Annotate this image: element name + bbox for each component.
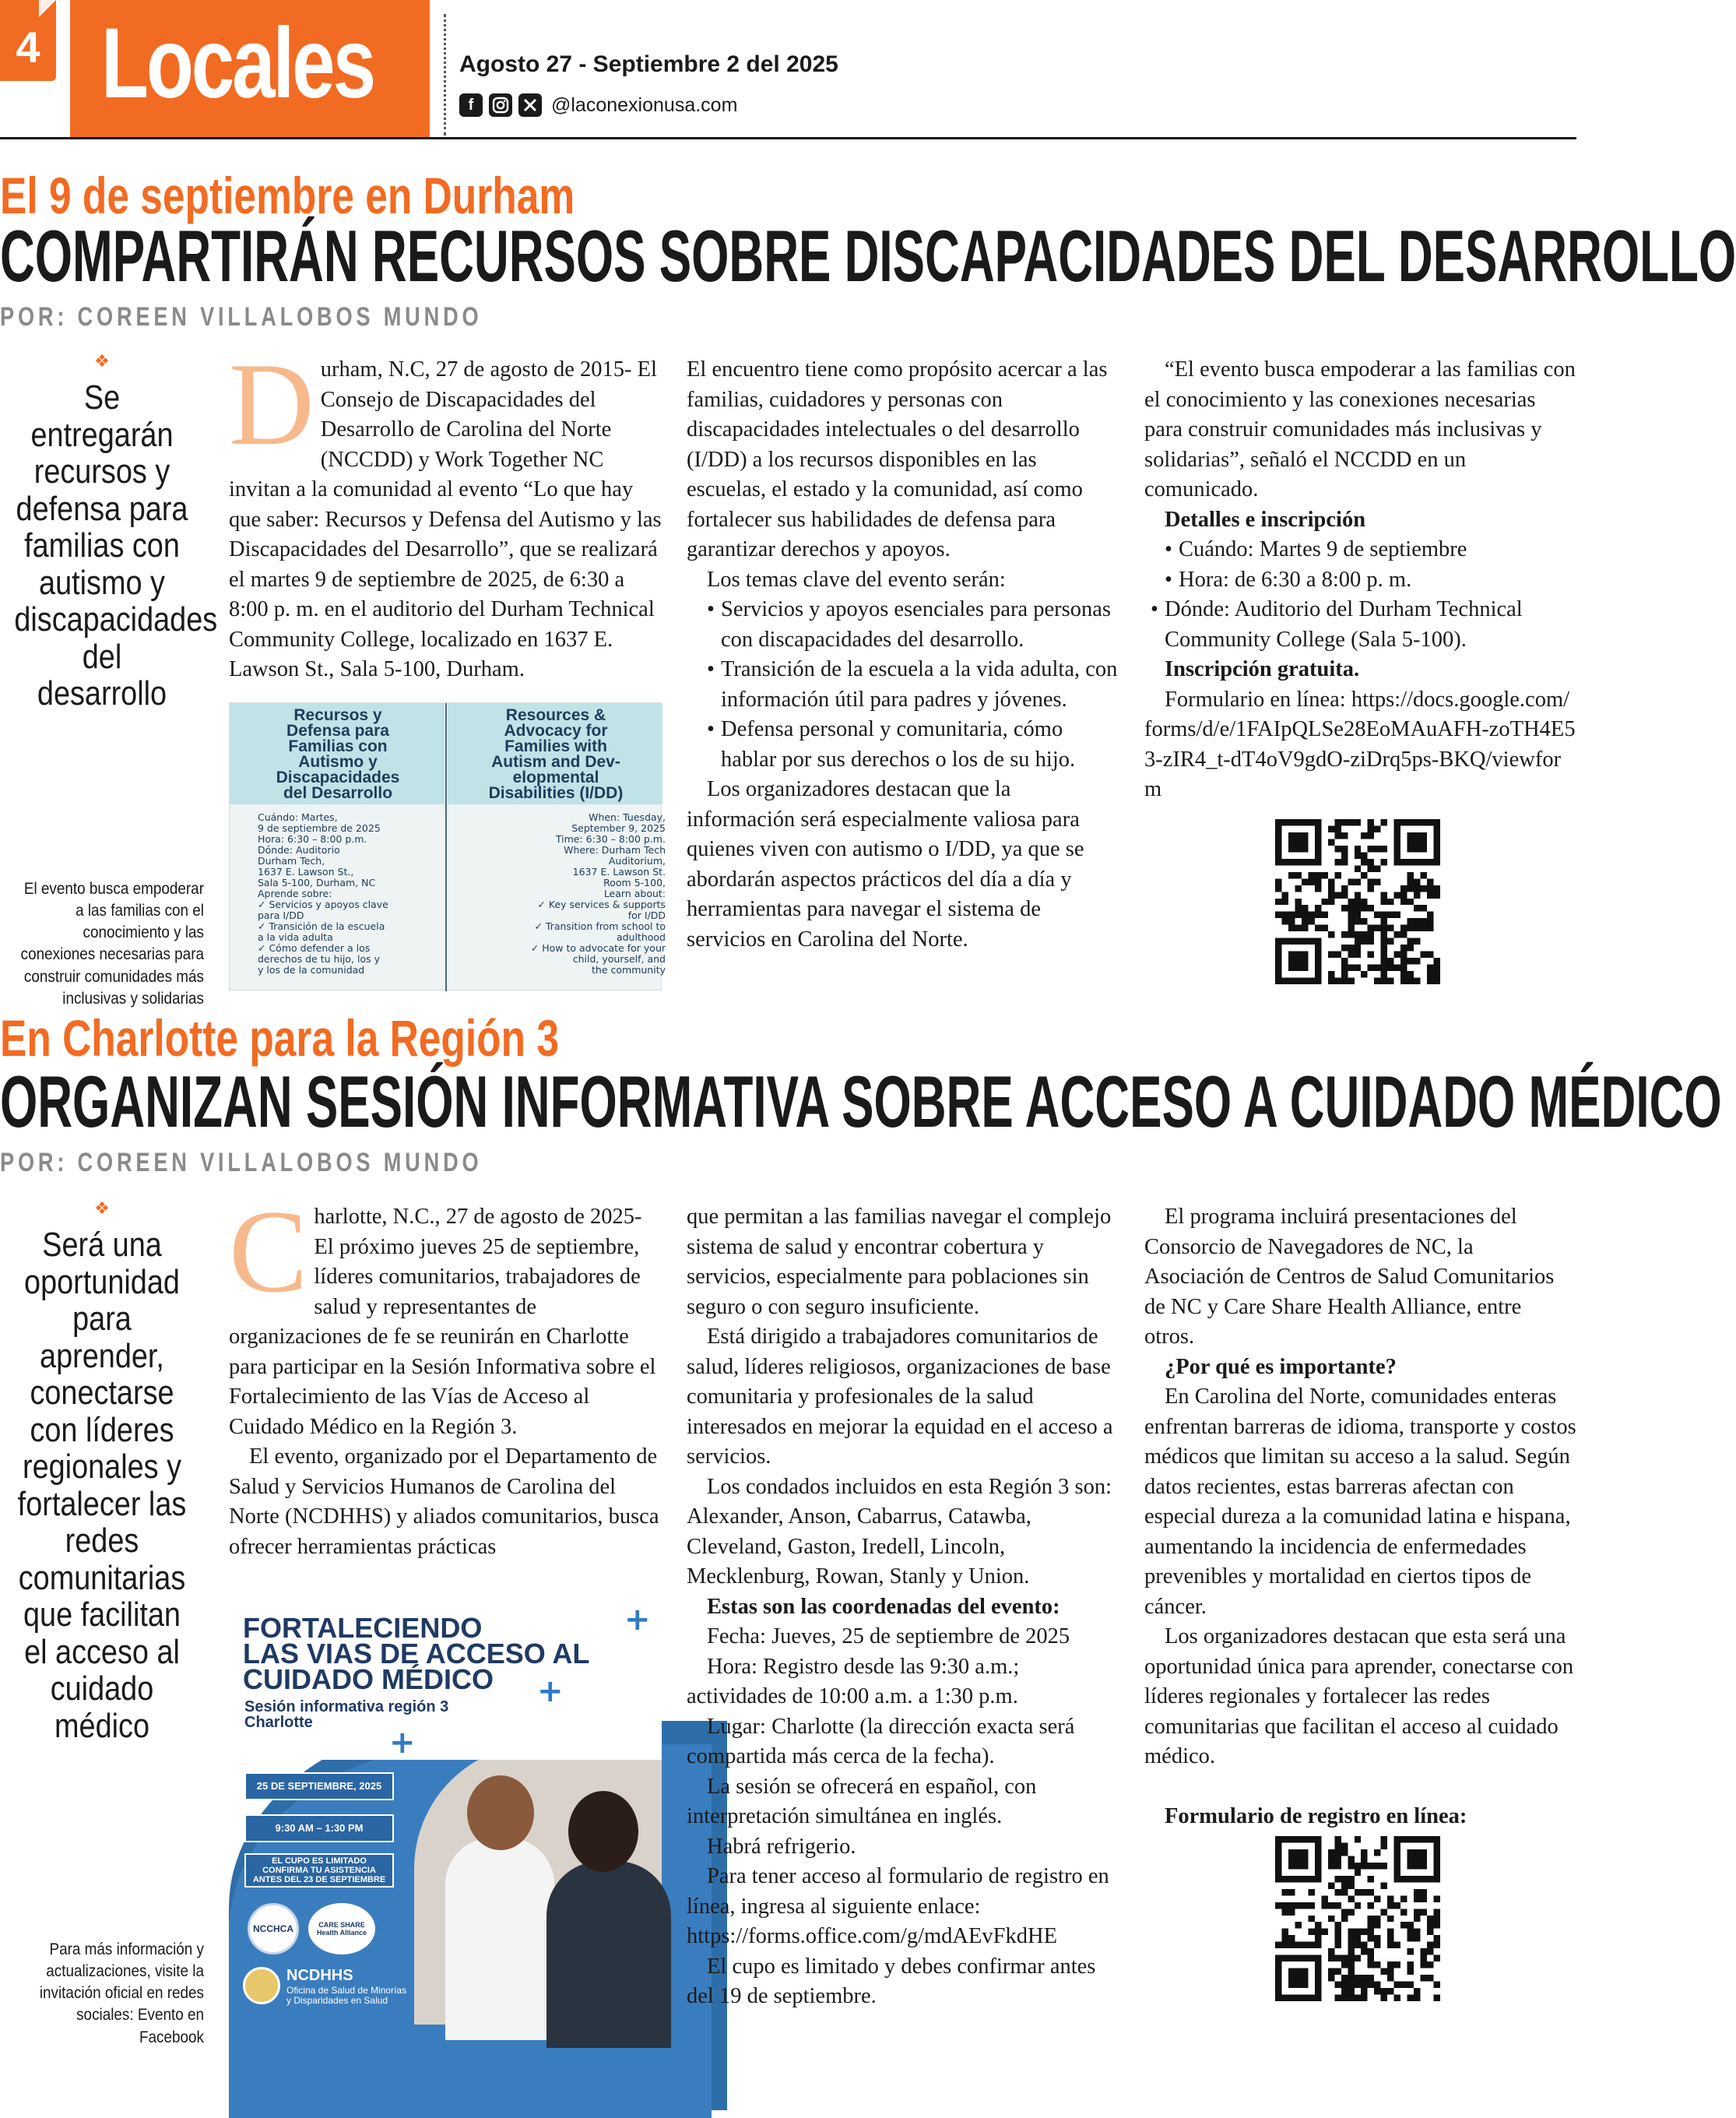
plus-icon: + bbox=[624, 1602, 651, 1638]
registration-link[interactable]: Formulario en línea: https://docs.google.com/forms/d/e/1FAIpQLSe28EoMAuAFH-zoTH4E53-zIR4_t-dT4oV9gdO-ziDrq5ps-BKQ/viewform bbox=[1144, 687, 1576, 801]
article1-event-flyer bbox=[229, 702, 666, 990]
article2-paragraph: El programa incluirá presentaciones del Consorcio de Navegadores de NC, la Asociación de Centros de Salud Comunitarios de NC y Care Share Health Alliance, entre otros. bbox=[1144, 1205, 1555, 1349]
flyer-subtitle: Sesión informativa región 3 Charlotte bbox=[244, 1698, 449, 1731]
article2-paragraph: Lugar: Charlotte (la dirección exacta será compartida más cerca de la fecha). bbox=[687, 1714, 1075, 1768]
page-number-badge bbox=[0, 0, 56, 81]
issue-date: Agosto 27 - Septiembre 2 del 2025 bbox=[459, 51, 838, 77]
header-dotted-divider bbox=[444, 14, 446, 135]
article1-paragraph: urham, N.C, 27 de agosto de 2015- El Consejo de Discapacidades del Desarrollo de Carolina del Norte (NCCDD) y Work Together NC invitan a la comunidad al evento “Lo que hay que saber: Recursos y Defensa del Autismo y las Discapacidades del Desarrollo”, que se realizará el martes 9 de septiembre de 2025, de 6:30 a 8:00 p. m. en el auditorio del Durham Technical Community College, localizado en 1637 E. Lawson St., Sala 5-100, Durham. bbox=[229, 357, 662, 681]
article2-headline: ORGANIZAN SESIÓN INFORMATIVA SOBRE ACCESO A CUIDADO MÉDICO bbox=[0, 1061, 1722, 1142]
list-item: • Servicios y apoyos esenciales para personas con discapacidades del desarrollo. bbox=[687, 595, 1119, 655]
article1-byline: POR: COREEN VILLALOBOS MUNDO bbox=[0, 302, 483, 332]
why-heading: ¿Por qué es importante? bbox=[1165, 1354, 1397, 1379]
list-item: • Transición de la escuela a la vida adulta, con información útil para padres y jóvenes. bbox=[687, 655, 1119, 715]
flyer-body-en: When: Tuesday, September 9, 2025 Time: 6:30 – 8:00 p.m. Where: Durham Tech Auditorium, 1637 E. Lawson St. Room 5-100, Learn about: ✓ Key services & supports for I/DD ✓ Transition from school to adulthood ✓ How to advocate for your child, yourself, and the community bbox=[530, 811, 666, 976]
spacer bbox=[1144, 1772, 1576, 1802]
social-handle[interactable]: @laconexionusa.com bbox=[551, 93, 738, 116]
article2-pullquote-box bbox=[0, 1199, 204, 1744]
section-banner bbox=[70, 0, 430, 137]
article1-pullquote: Se entregarán recursos y defensa para familias con autismo y discapacidades del desarrollo bbox=[14, 378, 218, 713]
article2-kicker: En Charlotte para la Región 3 bbox=[0, 1009, 560, 1067]
photo-doctor bbox=[467, 1775, 534, 1850]
article1-paragraph: “El evento busca empoderar a las familias con el conocimiento y las conexiones necesarias para construir comunidades más inclusivas y solidarias”, señaló el NCCDD en un comunicado. bbox=[1144, 357, 1576, 501]
flyer-title-es: Recursos y Defensa para Familias con Autismo y Discapacidades del Desarrollo bbox=[276, 706, 400, 802]
x-icon[interactable] bbox=[518, 93, 542, 117]
article2-paragraph: Está dirigido a trabajadores comunitarios de salud, líderes religiosos, organizaciones de base comunitaria y profesionales de la salud interesados en mejorar la equidad en el acceso a servicios. bbox=[687, 1325, 1113, 1469]
article2-side-caption: Para más información y actualizaciones, visite la invitación oficial en redes sociales: Evento en Facebook bbox=[39, 1940, 205, 2046]
ncchca-logo: NCCHCA bbox=[248, 1903, 299, 1954]
photo-patient-body bbox=[546, 1861, 671, 2048]
flyer-title: FORTALECIENDO LAS VIAS DE ACCESO AL CUIDADO MÉDICO bbox=[243, 1612, 590, 1695]
details-heading: Detalles e inscripción bbox=[1165, 507, 1366, 532]
flyer-date: 25 DE SEPTIEMBRE, 2025 bbox=[244, 1772, 394, 1800]
article2-pullquote: Será una oportunidad para aprender, conectarse con líderes regionales y fortalecer las redes comunitarias que facilitan el acceso al cuidado médico bbox=[17, 1226, 187, 1745]
ncdhhs-name: NCDHHS bbox=[286, 1967, 353, 1984]
article1-pullquote-box bbox=[0, 352, 218, 713]
article2-paragraph: que permitan a las familias navegar el complejo sistema de salud y encontrar cobertura y servicios, especialmente para poblaciones sin seguro o con seguro insuficiente. bbox=[687, 1205, 1112, 1319]
article1-topic-list bbox=[687, 595, 1119, 775]
article2-column-3 bbox=[1144, 1202, 1576, 1831]
ncdhhs-seal-icon bbox=[243, 1967, 280, 2004]
instagram-icon[interactable] bbox=[489, 93, 512, 117]
article2-dropcap: C bbox=[229, 1186, 308, 1317]
section-title: Locales bbox=[101, 8, 374, 119]
ncdhhs-office: Oficina de Salud de Minorías y Disparidades en Salud bbox=[286, 1985, 407, 2006]
article1-dropcap: D bbox=[229, 339, 315, 470]
page-number: 4 bbox=[16, 23, 40, 72]
article1-column-1 bbox=[229, 339, 662, 685]
flyer-body-es: Cuándo: Martes, 9 de septiembre de 2025 Hora: 6:30 – 8:00 p.m. Dónde: Auditorio Durham Tech, 1637 E. Lawson St., Sala 5-100, Durham, NC Aprende sobre: ✓ Servicios y apoyos clave para I/DD ✓ Transición de la escuela a la vida adulta ✓ Cómo defender a los derechos de tu hijo, los y y los de la comunidad bbox=[258, 811, 388, 976]
article1-column-2 bbox=[687, 355, 1119, 955]
article2-paragraph: Los organizadores destacan que esta será una oportunidad única para aprender, conectarse con líderes regionales y fortalecer las redes comunitarias que facilitan el acceso al cuidado médico. bbox=[1144, 1624, 1574, 1768]
facebook-icon[interactable]: f bbox=[459, 93, 483, 117]
article1-column-3 bbox=[1144, 355, 1576, 805]
page-fold-decoration bbox=[39, 0, 56, 17]
plus-icon: + bbox=[537, 1673, 564, 1709]
plus-icon: + bbox=[389, 1725, 416, 1761]
details-list bbox=[1144, 535, 1576, 655]
list-item: • Hora: de 6:30 a 8:00 p. m. bbox=[1144, 565, 1576, 596]
header-rule bbox=[0, 137, 1576, 139]
list-item: • Defensa personal y comunitaria, cómo hablar por sus derechos o los de su hijo. bbox=[687, 715, 1119, 775]
article2-paragraph: El evento, organizado por el Departamento de Salud y Servicios Humanos de Carolina del Norte (NCDHHS) y aliados comunitarios, busca ofrecer herramientas prácticas bbox=[229, 1444, 659, 1559]
article2-column-2 bbox=[687, 1202, 1119, 2012]
coordinates-heading: Estas son las coordenadas del evento: bbox=[707, 1594, 1060, 1619]
article2-event-flyer bbox=[229, 1596, 662, 2025]
list-item: • Cuándo: Martes 9 de septiembre bbox=[1144, 535, 1576, 565]
ornament-icon: ❖ bbox=[94, 1199, 110, 1219]
article2-paragraph: Habrá refrigerio. bbox=[707, 1834, 856, 1859]
flyer-notice: EL CUPO ES LIMITADO CONFIRMA TU ASISTENCIA ANTES DEL 23 DE SEPTIEMBRE bbox=[244, 1853, 394, 1888]
care-share-logo: CARE SHARE Health Alliance bbox=[308, 1903, 375, 1954]
article1-headline: COMPARTIRÁN RECURSOS SOBRE DISCAPACIDADES DEL DESARROLLO bbox=[0, 215, 1736, 297]
article2-column-1 bbox=[229, 1186, 662, 1562]
list-item: • Dónde: Auditorio del Durham Technical Community College (Sala 5-100). bbox=[1144, 595, 1576, 655]
article2-paragraph: Fecha: Jueves, 25 de septiembre de 2025 bbox=[707, 1624, 1070, 1648]
qr-code[interactable] bbox=[1275, 819, 1440, 984]
article2-paragraph: Los condados incluidos en esta Región 3 son: Alexander, Anson, Cabarrus, Catawba, Cleveland, Gaston, Iredell, Lincoln, Mecklenburg, Rowan, Stanly y Union. bbox=[687, 1474, 1112, 1588]
registration-form-label: Formulario de registro en línea: bbox=[1165, 1803, 1467, 1828]
free-registration-label: Inscripción gratuita. bbox=[1165, 657, 1360, 681]
flyer-title-en: Resources & Advocacy for Families with Autism and Dev- elopmental Disabilities (I/DD) bbox=[488, 706, 624, 802]
social-links bbox=[459, 93, 737, 117]
article2-paragraph: El cupo es limitado y debes confirmar antes del 19 de septiembre. bbox=[687, 1954, 1096, 2008]
article1-side-caption: El evento busca empoderar a las familias con el conocimiento y las conexiones necesarias para construir comunidades más inclusivas y solidarias bbox=[20, 880, 205, 1008]
ornament-icon: ❖ bbox=[94, 352, 110, 371]
photo-doctor-coat bbox=[445, 1838, 554, 2040]
article2-paragraph: En Carolina del Norte, comunidades enteras enfrentan barreras de idioma, transporte y costos médicos que limitan su acceso a la salud. Según datos recientes, estas barreras afectan con especial dureza a la comunidad latina e hispana, aumentando la incidencia de enfermedades prevenibles y mortalidad en ciertos tipos de cáncer. bbox=[1144, 1384, 1576, 1619]
article1-kicker: El 9 de septiembre en Durham bbox=[0, 167, 575, 224]
flyer-photo bbox=[414, 1744, 662, 2025]
flyer-time: 9:30 AM – 1:30 PM bbox=[244, 1814, 394, 1842]
article2-byline: POR: COREEN VILLALOBOS MUNDO bbox=[0, 1148, 483, 1177]
article2-paragraph: La sesión se ofrecerá en español, con interpretación simultánea en inglés. bbox=[687, 1774, 1037, 1828]
article1-paragraph: Los temas clave del evento serán: bbox=[707, 567, 1006, 592]
article2-paragraph: Hora: Registro desde las 9:30 a.m.; actividades de 10:00 a.m. a 1:30 p.m. bbox=[687, 1654, 1020, 1708]
article2-paragraph: harlotte, N.C., 27 de agosto de 2025- El próximo jueves 25 de septiembre, líderes comunitarios, trabajadores de salud y representantes de organizaciones de fe se reunirán en Charlotte para participar en la Sesión Informativa sobre el Fortalecimiento de las Vías de Acceso al Cuidado Médico en la Región 3. bbox=[229, 1205, 656, 1439]
qr-code[interactable] bbox=[1275, 1836, 1440, 2001]
article1-paragraph: El encuentro tiene como propósito acercar a las familias, cuidadores y personas con discapacidades intelectuales o del desarrollo (I/DD) a los recursos disponibles en las escuelas, el estado y la comunidad, así como fortalecer sus habilidades de defensa para garantizar derechos y apoyos. bbox=[687, 357, 1108, 561]
article1-paragraph: Los organizadores destacan que la información será especialmente valiosa para quienes viven con autismo o I/DD, ya que se abordarán aspectos prácticos del día a día y herramientas para navegar el sistema de servicios en Carolina del Norte. bbox=[687, 777, 1084, 952]
photo-patient bbox=[568, 1791, 638, 1872]
registration-link[interactable]: Para tener acceso al formulario de registro en línea, ingresa al siguiente enlace: https://forms.office.com/g/mdAEvFkdHE bbox=[687, 1864, 1109, 1948]
